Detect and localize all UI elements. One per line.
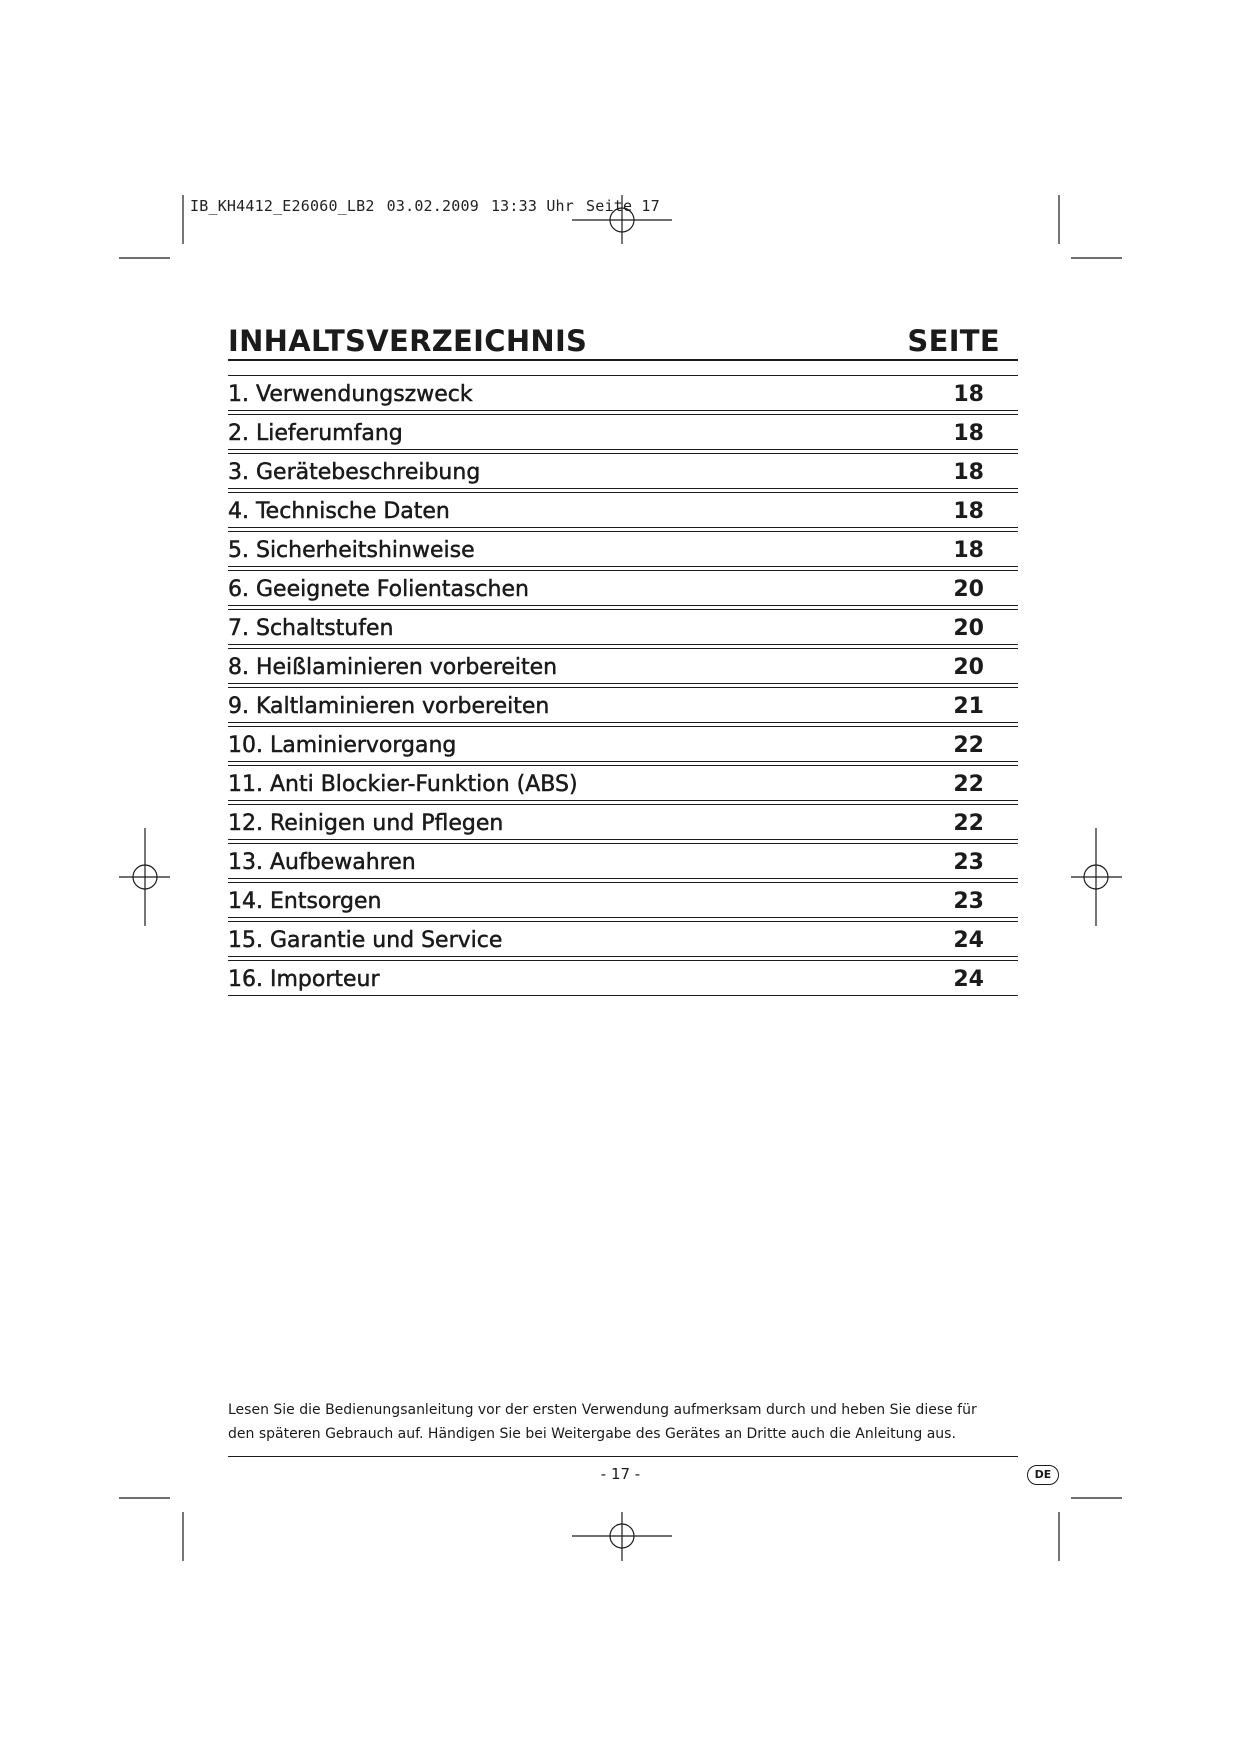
- language-badge: DE: [1027, 1465, 1059, 1485]
- reading-note-line-1: Lesen Sie die Bedienungsanleitung vor der ersten Verwendung aufmerksam durch und heben Sie diese für: [228, 1402, 977, 1418]
- toc-entry-title: 6. Geeignete Folientaschen: [228, 577, 529, 602]
- toc-entry[interactable]: [228, 492, 1018, 528]
- toc-entry-title: 2. Lieferumfang: [228, 421, 403, 446]
- toc-entry-page: 18: [953, 499, 984, 524]
- toc-entry[interactable]: [228, 609, 1018, 645]
- toc-entry-page: 18: [953, 382, 984, 407]
- toc-entry-page: 20: [953, 655, 984, 680]
- toc-entry[interactable]: [228, 882, 1018, 918]
- registration-mark-left: [119, 828, 170, 926]
- toc-entry-title: 12. Reinigen und Pflegen: [228, 811, 504, 836]
- toc-entry-title: 8. Heißlaminieren vorbereiten: [228, 655, 558, 680]
- toc-entry-page: 21: [953, 694, 984, 719]
- toc-page-heading: SEITE: [907, 324, 1000, 358]
- toc-entry[interactable]: [228, 453, 1018, 489]
- toc-entry-title: 9. Kaltlaminieren vorbereiten: [228, 694, 550, 719]
- toc-entry-page: 20: [953, 577, 984, 602]
- toc-list: [228, 375, 1018, 996]
- toc-entry-page: 24: [953, 928, 984, 953]
- table-of-contents: [228, 315, 1018, 996]
- print-slug-file: IB_KH4412_E26060_LB2: [190, 197, 375, 215]
- toc-entry-page: 18: [953, 538, 984, 563]
- toc-entry[interactable]: [228, 843, 1018, 879]
- toc-entry-title: 15. Garantie und Service: [228, 928, 503, 953]
- toc-entry-title: 10. Laminiervorgang: [228, 733, 457, 758]
- reading-note: [228, 1398, 1018, 1457]
- toc-entry[interactable]: [228, 804, 1018, 840]
- reading-note-line-2: den späteren Gebrauch auf. Händigen Sie bei Weitergabe des Gerätes an Dritte auch die Anleitung aus.: [228, 1426, 956, 1442]
- toc-entry-title: 13. Aufbewahren: [228, 850, 416, 875]
- toc-entry-title: 4. Technische Daten: [228, 499, 450, 524]
- toc-entry-page: 24: [953, 967, 984, 992]
- toc-header: [228, 315, 1018, 361]
- toc-entry[interactable]: [228, 570, 1018, 606]
- toc-entry-page: 18: [953, 421, 984, 446]
- toc-entry[interactable]: [228, 531, 1018, 567]
- toc-entry[interactable]: [228, 414, 1018, 450]
- toc-entry[interactable]: [228, 960, 1018, 996]
- print-slug-date: 03.02.2009: [386, 197, 479, 215]
- toc-entry[interactable]: [228, 765, 1018, 801]
- toc-entry-page: 22: [953, 772, 984, 797]
- toc-entry[interactable]: [228, 375, 1018, 411]
- toc-entry[interactable]: [228, 726, 1018, 762]
- toc-entry[interactable]: [228, 648, 1018, 684]
- toc-entry-page: 22: [953, 811, 984, 836]
- toc-entry-page: 18: [953, 460, 984, 485]
- print-slug-page: Seite 17: [586, 197, 660, 215]
- toc-entry[interactable]: [228, 921, 1018, 957]
- toc-entry-title: 14. Entsorgen: [228, 889, 382, 914]
- toc-entry-title: 5. Sicherheitshinweise: [228, 538, 475, 563]
- toc-entry-title: 7. Schaltstufen: [228, 616, 394, 641]
- toc-entry-title: 11. Anti Blockier-Funktion (ABS): [228, 772, 578, 797]
- toc-entry-title: 16. Importeur: [228, 967, 380, 992]
- toc-entry[interactable]: [228, 687, 1018, 723]
- registration-mark-right: [1071, 828, 1122, 926]
- page-number: - 17 -: [600, 1465, 641, 1483]
- toc-title: INHALTSVERZEICHNIS: [228, 324, 588, 358]
- toc-entry-page: 20: [953, 616, 984, 641]
- toc-entry-page: 23: [953, 889, 984, 914]
- registration-mark-bottom: [572, 1512, 672, 1561]
- toc-entry-page: 23: [953, 850, 984, 875]
- print-slug: [190, 197, 672, 215]
- print-slug-time: 13:33 Uhr: [490, 197, 575, 215]
- toc-entry-title: 1. Verwendungszweck: [228, 382, 473, 407]
- toc-entry-title: 3. Gerätebeschreibung: [228, 460, 481, 485]
- toc-entry-page: 22: [953, 733, 984, 758]
